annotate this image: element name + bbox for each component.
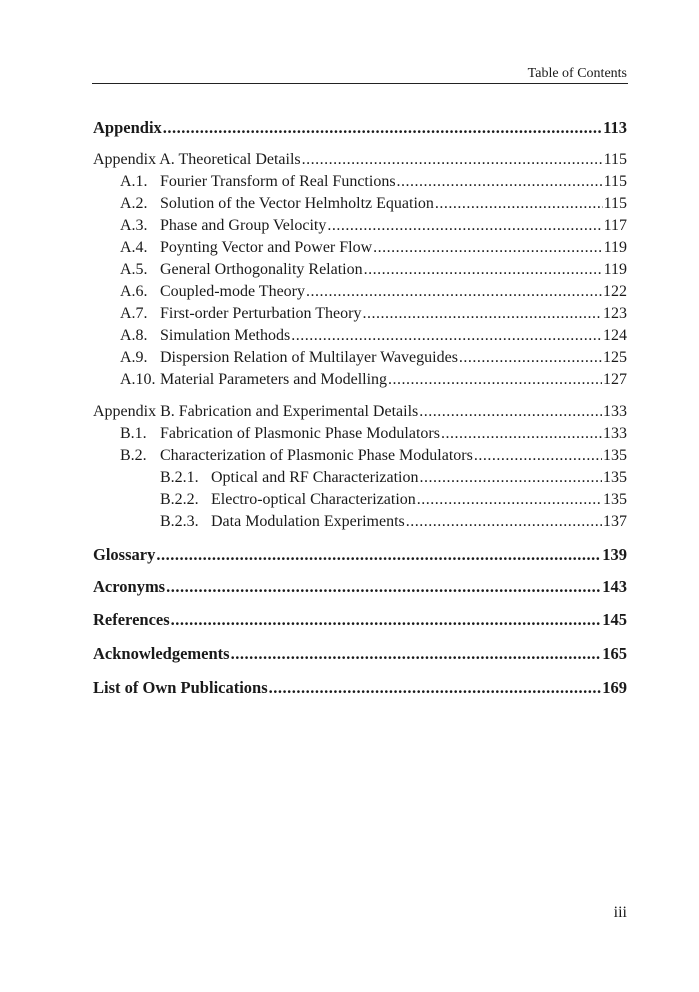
dot-leader [291, 326, 602, 346]
dot-leader [406, 512, 602, 532]
dot-leader [388, 370, 602, 390]
toc-entry-number: B.2.3. [160, 513, 199, 530]
dot-leader [441, 424, 602, 444]
toc-entry[interactable] [93, 545, 627, 565]
toc-entry-page: 123 [603, 305, 627, 322]
dot-leader [397, 172, 603, 192]
toc-entry-title: Glossary [93, 545, 156, 564]
toc-entry-title: Material Parameters and Modelling [160, 371, 388, 388]
toc-entry[interactable] [120, 172, 627, 192]
dot-leader [156, 545, 601, 565]
toc-entry-title: General Orthogonality Relation [160, 261, 363, 278]
toc-entry-title: Acknowledgements [93, 644, 230, 663]
toc-entry-page: 122 [603, 283, 627, 300]
toc-entry[interactable] [120, 446, 627, 466]
dot-leader [419, 402, 602, 422]
page-number: iii [613, 904, 627, 921]
toc-entry-page: 143 [602, 577, 627, 596]
toc-entry-number: A.3. [120, 217, 148, 234]
toc-entry-number: A.2. [120, 195, 148, 212]
toc-entry-title: References [93, 610, 170, 629]
toc-entry[interactable] [120, 216, 627, 236]
toc-entry[interactable] [120, 348, 627, 368]
toc-entry[interactable] [93, 644, 627, 664]
toc-entry-title: Electro-optical Characterization [211, 491, 416, 508]
toc-entry-title: Fourier Transform of Real Functions [160, 173, 396, 190]
toc-entry-title: First-order Perturbation Theory [160, 305, 362, 322]
toc-entry-title: Appendix B. Fabrication and Experimental Details [93, 403, 419, 420]
toc-entry-page: 135 [603, 491, 627, 508]
toc-entry-title: Appendix [93, 118, 162, 137]
toc-entry-number: A.6. [120, 283, 148, 300]
toc-entry[interactable] [93, 118, 627, 138]
dot-leader [364, 260, 603, 280]
toc-entry-title: Acronyms [93, 577, 166, 596]
dot-leader [171, 610, 602, 630]
dot-leader [302, 150, 603, 170]
toc-entry-title: Appendix A. Theoretical Details [93, 151, 301, 168]
dot-leader [362, 304, 602, 324]
toc-entry-page: 127 [603, 371, 627, 388]
toc-entry-page: 124 [603, 327, 627, 344]
toc-entry-page: 133 [603, 425, 627, 442]
toc-entry-title: Fabrication of Plasmonic Phase Modulators [160, 425, 440, 442]
toc-entry[interactable] [160, 468, 627, 488]
toc-entry-title: Solution of the Vector Helmholtz Equation [160, 195, 434, 212]
toc-entry-page: 169 [602, 678, 627, 697]
toc-entry-number: B.1. [120, 425, 147, 442]
toc-entry[interactable] [120, 238, 627, 258]
toc-entry[interactable] [160, 490, 627, 510]
dot-leader [435, 194, 603, 214]
dot-leader [163, 118, 602, 138]
toc-entry[interactable] [93, 678, 627, 698]
dot-leader [419, 468, 602, 488]
toc-entry[interactable] [120, 260, 627, 280]
toc-entry-page: 125 [603, 349, 627, 366]
toc-entry-page: 119 [603, 261, 627, 278]
toc-entry-title: Optical and RF Characterization [211, 469, 419, 486]
running-header: Table of Contents [527, 66, 627, 81]
dot-leader [306, 282, 602, 302]
toc-entry-number: A.9. [120, 349, 148, 366]
toc-entry-number: A.8. [120, 327, 148, 344]
toc-entry-page: 119 [603, 239, 627, 256]
toc-entry-page: 117 [603, 217, 627, 234]
dot-leader [459, 348, 602, 368]
toc-entry-title: Phase and Group Velocity [160, 217, 327, 234]
toc-entry[interactable] [120, 282, 627, 302]
toc-entry-page: 113 [603, 118, 627, 137]
toc-entry-number: A.5. [120, 261, 148, 278]
toc-entry-page: 137 [603, 513, 627, 530]
toc-entry[interactable] [120, 424, 627, 444]
toc-entry-number: B.2. [120, 447, 147, 464]
toc-entry[interactable] [120, 370, 627, 390]
toc-entry[interactable] [93, 610, 627, 630]
toc-entry-page: 135 [603, 447, 627, 464]
toc-entry-title: Data Modulation Experiments [211, 513, 405, 530]
toc-entry-number: A.4. [120, 239, 148, 256]
dot-leader [373, 238, 602, 258]
toc-entry-number: B.2.2. [160, 491, 199, 508]
toc-entry[interactable] [120, 326, 627, 346]
toc-entry-title: Poynting Vector and Power Flow [160, 239, 373, 256]
toc-entry[interactable] [160, 512, 627, 532]
toc-entry[interactable] [120, 304, 627, 324]
toc-entry-page: 135 [603, 469, 627, 486]
toc-entry-page: 145 [602, 610, 627, 629]
toc-entry-page: 115 [603, 173, 627, 190]
toc-entry[interactable] [93, 150, 627, 170]
toc-entry-number: B.2.1. [160, 469, 199, 486]
toc-entry-page: 165 [602, 644, 627, 663]
toc-entry[interactable] [120, 194, 627, 214]
toc-entry-title: Characterization of Plasmonic Phase Modulators [160, 447, 473, 464]
toc-entry[interactable] [93, 402, 627, 422]
toc-entry-page: 115 [603, 151, 627, 168]
toc-entry-title: Coupled-mode Theory [160, 283, 306, 300]
dot-leader [231, 644, 602, 664]
header-rule [92, 83, 628, 84]
toc-entry-page: 133 [603, 403, 627, 420]
dot-leader [269, 678, 602, 698]
toc-entry-title: Dispersion Relation of Multilayer Waveguides [160, 349, 458, 366]
toc-entry-page: 115 [603, 195, 627, 212]
dot-leader [474, 446, 602, 466]
dot-leader [327, 216, 602, 236]
toc-entry-number: A.7. [120, 305, 148, 322]
dot-leader [417, 490, 602, 510]
toc-entry-page: 139 [602, 545, 627, 564]
toc-entry-number: A.10. [120, 371, 156, 388]
toc-entry-title: List of Own Publications [93, 678, 268, 697]
toc-entry-number: A.1. [120, 173, 148, 190]
dot-leader [166, 577, 601, 597]
toc-entry[interactable] [93, 577, 627, 597]
toc-entry-title: Simulation Methods [160, 327, 291, 344]
